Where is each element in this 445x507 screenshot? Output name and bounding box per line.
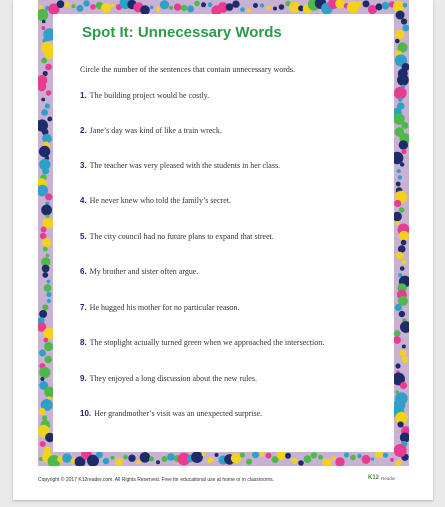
border-dot	[395, 30, 405, 40]
border-dot	[41, 227, 47, 233]
border-dot	[57, 0, 65, 8]
border-dot	[399, 311, 405, 317]
sentence-number[interactable]: 5.	[80, 232, 87, 241]
sentence-text: They enjoyed a long discussion about the new rules.	[89, 374, 257, 383]
border-dot	[39, 146, 50, 157]
sentence-number[interactable]: 9.	[80, 374, 87, 383]
border-dot	[201, 2, 206, 7]
sentence-text: The stoplight actually turned green when we approached the intersection.	[89, 338, 325, 347]
border-dot	[42, 304, 48, 310]
border-dot	[395, 363, 400, 368]
sentence-number[interactable]: 3.	[80, 161, 87, 170]
border-dot	[393, 336, 401, 344]
sentence-item[interactable]	[80, 196, 231, 205]
border-dot	[167, 453, 175, 461]
sentence-number[interactable]: 1.	[80, 91, 87, 100]
border-dot	[47, 280, 51, 284]
border-dot	[111, 456, 115, 460]
sentence-item[interactable]	[80, 409, 262, 418]
border-dot	[41, 26, 45, 30]
border-dot	[42, 238, 51, 247]
border-dot	[45, 103, 50, 108]
border-dot	[150, 6, 154, 10]
border-dot	[335, 457, 344, 466]
logo-text: Reader	[381, 475, 396, 481]
border-dot	[399, 231, 409, 241]
border-dot	[64, 2, 70, 8]
border-dot	[90, 4, 96, 10]
border-dot	[41, 109, 48, 116]
copyright-footer: Copyright © 2017 K12reader.com. All Rights Reserved. Free for educational use at home or in classrooms.	[38, 477, 275, 483]
border-dot	[402, 260, 406, 264]
border-dot	[383, 453, 388, 458]
border-dot	[298, 460, 304, 466]
border-dot	[43, 247, 48, 252]
border-dot	[181, 5, 187, 11]
sentence-number[interactable]: 8.	[80, 338, 87, 347]
border-dot	[399, 350, 406, 357]
border-dot	[401, 149, 406, 154]
border-dot	[39, 5, 43, 9]
border-dot	[43, 338, 48, 343]
border-dot	[226, 3, 234, 11]
border-dot	[395, 304, 402, 311]
border-dot	[162, 456, 168, 462]
border-dot	[246, 459, 252, 465]
border-dot	[231, 453, 241, 463]
sentence-number[interactable]: 7.	[80, 303, 87, 312]
border-dot	[43, 447, 51, 455]
border-dot	[40, 441, 46, 447]
border-dot	[83, 0, 90, 7]
border-dot	[72, 4, 76, 8]
border-dot	[156, 7, 161, 12]
border-dot	[240, 7, 245, 12]
border-dot	[253, 3, 258, 8]
border-dot	[266, 6, 270, 10]
sentence-text: The teacher was very pleased with the students in her class.	[89, 161, 281, 170]
border-dot	[42, 20, 46, 24]
border-dot	[394, 200, 401, 207]
sentence-item[interactable]	[80, 374, 257, 383]
border-dot	[357, 454, 361, 458]
sentence-text: The building project would be costly.	[89, 91, 210, 100]
sentence-item[interactable]	[80, 303, 239, 312]
border-dot	[207, 457, 213, 463]
border-dot	[39, 408, 46, 415]
border-dot	[393, 1, 404, 12]
border-dot	[42, 265, 50, 273]
border-dot	[332, 456, 336, 460]
border-dot	[39, 310, 47, 318]
border-dot	[382, 2, 390, 10]
border-dot	[273, 7, 277, 11]
border-dot	[232, 0, 239, 7]
border-dot	[247, 8, 251, 12]
sentence-text: Jane’s day was kind of like a train wreck.	[89, 126, 222, 135]
border-dot	[401, 18, 407, 24]
border-dot	[400, 382, 407, 389]
border-dot	[401, 240, 407, 246]
border-dot	[123, 455, 128, 460]
border-dot	[350, 455, 356, 461]
border-dot	[398, 273, 402, 277]
border-dot	[47, 117, 52, 122]
border-dot	[285, 453, 291, 459]
border-dot	[45, 64, 52, 71]
border-dot	[160, 0, 169, 9]
border-dot	[371, 457, 375, 461]
border-dot	[46, 292, 51, 297]
border-dot	[394, 330, 401, 337]
border-dot	[202, 453, 206, 457]
border-dot	[62, 453, 72, 463]
border-dot	[397, 74, 409, 86]
border-dot	[187, 5, 194, 12]
border-dot	[208, 2, 213, 7]
border-dot	[101, 3, 111, 13]
border-dot	[39, 367, 50, 378]
border-dot	[174, 3, 181, 10]
border-dot	[96, 451, 103, 458]
border-dot	[215, 453, 219, 457]
sentence-number[interactable]: 10.	[80, 409, 92, 418]
border-dot	[279, 4, 285, 10]
sentence-text: My brother and sister often argue.	[89, 267, 199, 276]
border-dot	[169, 6, 173, 10]
border-dot	[44, 284, 52, 292]
border-dot	[396, 11, 405, 20]
instructions: Circle the number of the sentences that contain unnecessary words.	[80, 65, 296, 74]
border-dot	[42, 272, 48, 278]
border-dot	[400, 321, 409, 333]
border-dot	[252, 451, 259, 458]
border-dot	[396, 252, 404, 260]
border-dot	[402, 345, 406, 349]
sentence-text: The city council had no future plans to expand that street.	[89, 232, 274, 241]
logo-mark: K12	[368, 475, 380, 481]
border-dot	[194, 1, 200, 7]
border-dot	[396, 182, 401, 187]
border-dot	[357, 1, 362, 6]
border-dot	[260, 3, 264, 7]
border-dot	[403, 3, 408, 8]
border-dot	[395, 39, 400, 44]
border-dot	[399, 207, 405, 213]
sentence-item[interactable]	[80, 91, 209, 100]
sentence-item[interactable]	[80, 338, 324, 347]
border-dot	[318, 455, 323, 460]
sentence-item[interactable]	[80, 126, 222, 135]
page-title: Spot It: Unnecessary Words	[82, 24, 282, 41]
border-dot	[44, 342, 53, 351]
border-dot	[38, 9, 48, 21]
border-dot	[395, 221, 399, 225]
border-dot	[401, 122, 408, 129]
border-dot	[376, 3, 383, 10]
border-dot	[111, 4, 115, 8]
border-dot	[398, 245, 406, 253]
border-dot	[191, 451, 203, 463]
border-dot	[41, 58, 47, 64]
border-dot	[394, 444, 407, 457]
border-dot	[291, 458, 297, 464]
border-dot	[362, 455, 371, 464]
sentence-number[interactable]: 4.	[80, 196, 87, 205]
border-dot	[344, 452, 349, 457]
border-dot	[398, 175, 402, 179]
border-dot	[136, 460, 141, 465]
border-dot	[156, 460, 160, 464]
sentence-number[interactable]: 2.	[80, 126, 87, 135]
border-dot	[46, 90, 51, 95]
border-dot	[400, 266, 405, 271]
border-dot	[77, 5, 84, 12]
border-dot	[140, 452, 151, 463]
border-dot	[46, 254, 50, 258]
border-dot	[304, 455, 312, 463]
sentence-item[interactable]	[80, 161, 280, 170]
border-dot	[45, 356, 53, 364]
border-dot	[47, 299, 51, 303]
border-dot	[266, 453, 272, 459]
sentence-number[interactable]: 6.	[80, 267, 87, 276]
sentence-item[interactable]	[80, 267, 198, 276]
border-dot	[115, 458, 123, 466]
border-dot	[41, 98, 45, 102]
border-dot	[149, 456, 154, 461]
border-dot	[398, 421, 404, 427]
border-dot	[398, 97, 402, 101]
border-dot	[363, 0, 370, 7]
border-dot	[103, 458, 110, 465]
border-dot	[40, 377, 44, 381]
sentence-item[interactable]	[80, 232, 274, 241]
border-dot	[41, 205, 52, 216]
border-dot	[42, 167, 49, 174]
border-dot	[45, 193, 52, 200]
border-dot	[402, 25, 409, 32]
border-dot	[39, 350, 46, 357]
border-dot	[128, 455, 135, 462]
border-dot	[399, 140, 408, 149]
border-dot	[397, 169, 401, 173]
border-dot	[311, 452, 317, 458]
border-dot	[240, 452, 245, 457]
k12reader-logo	[368, 475, 396, 481]
border-dot	[322, 458, 331, 466]
border-dot	[390, 458, 394, 462]
sentence-text: He never knew who told the family’s secret.	[89, 196, 231, 205]
border-dot	[395, 460, 401, 466]
border-dot	[402, 356, 409, 363]
border-dot	[260, 452, 265, 457]
sentence-text: Her grandmother’s visit was an unexpected surprise.	[94, 409, 263, 418]
border-dot	[400, 162, 404, 166]
sentence-text: He hugged his mother for no particular reason.	[89, 303, 240, 312]
